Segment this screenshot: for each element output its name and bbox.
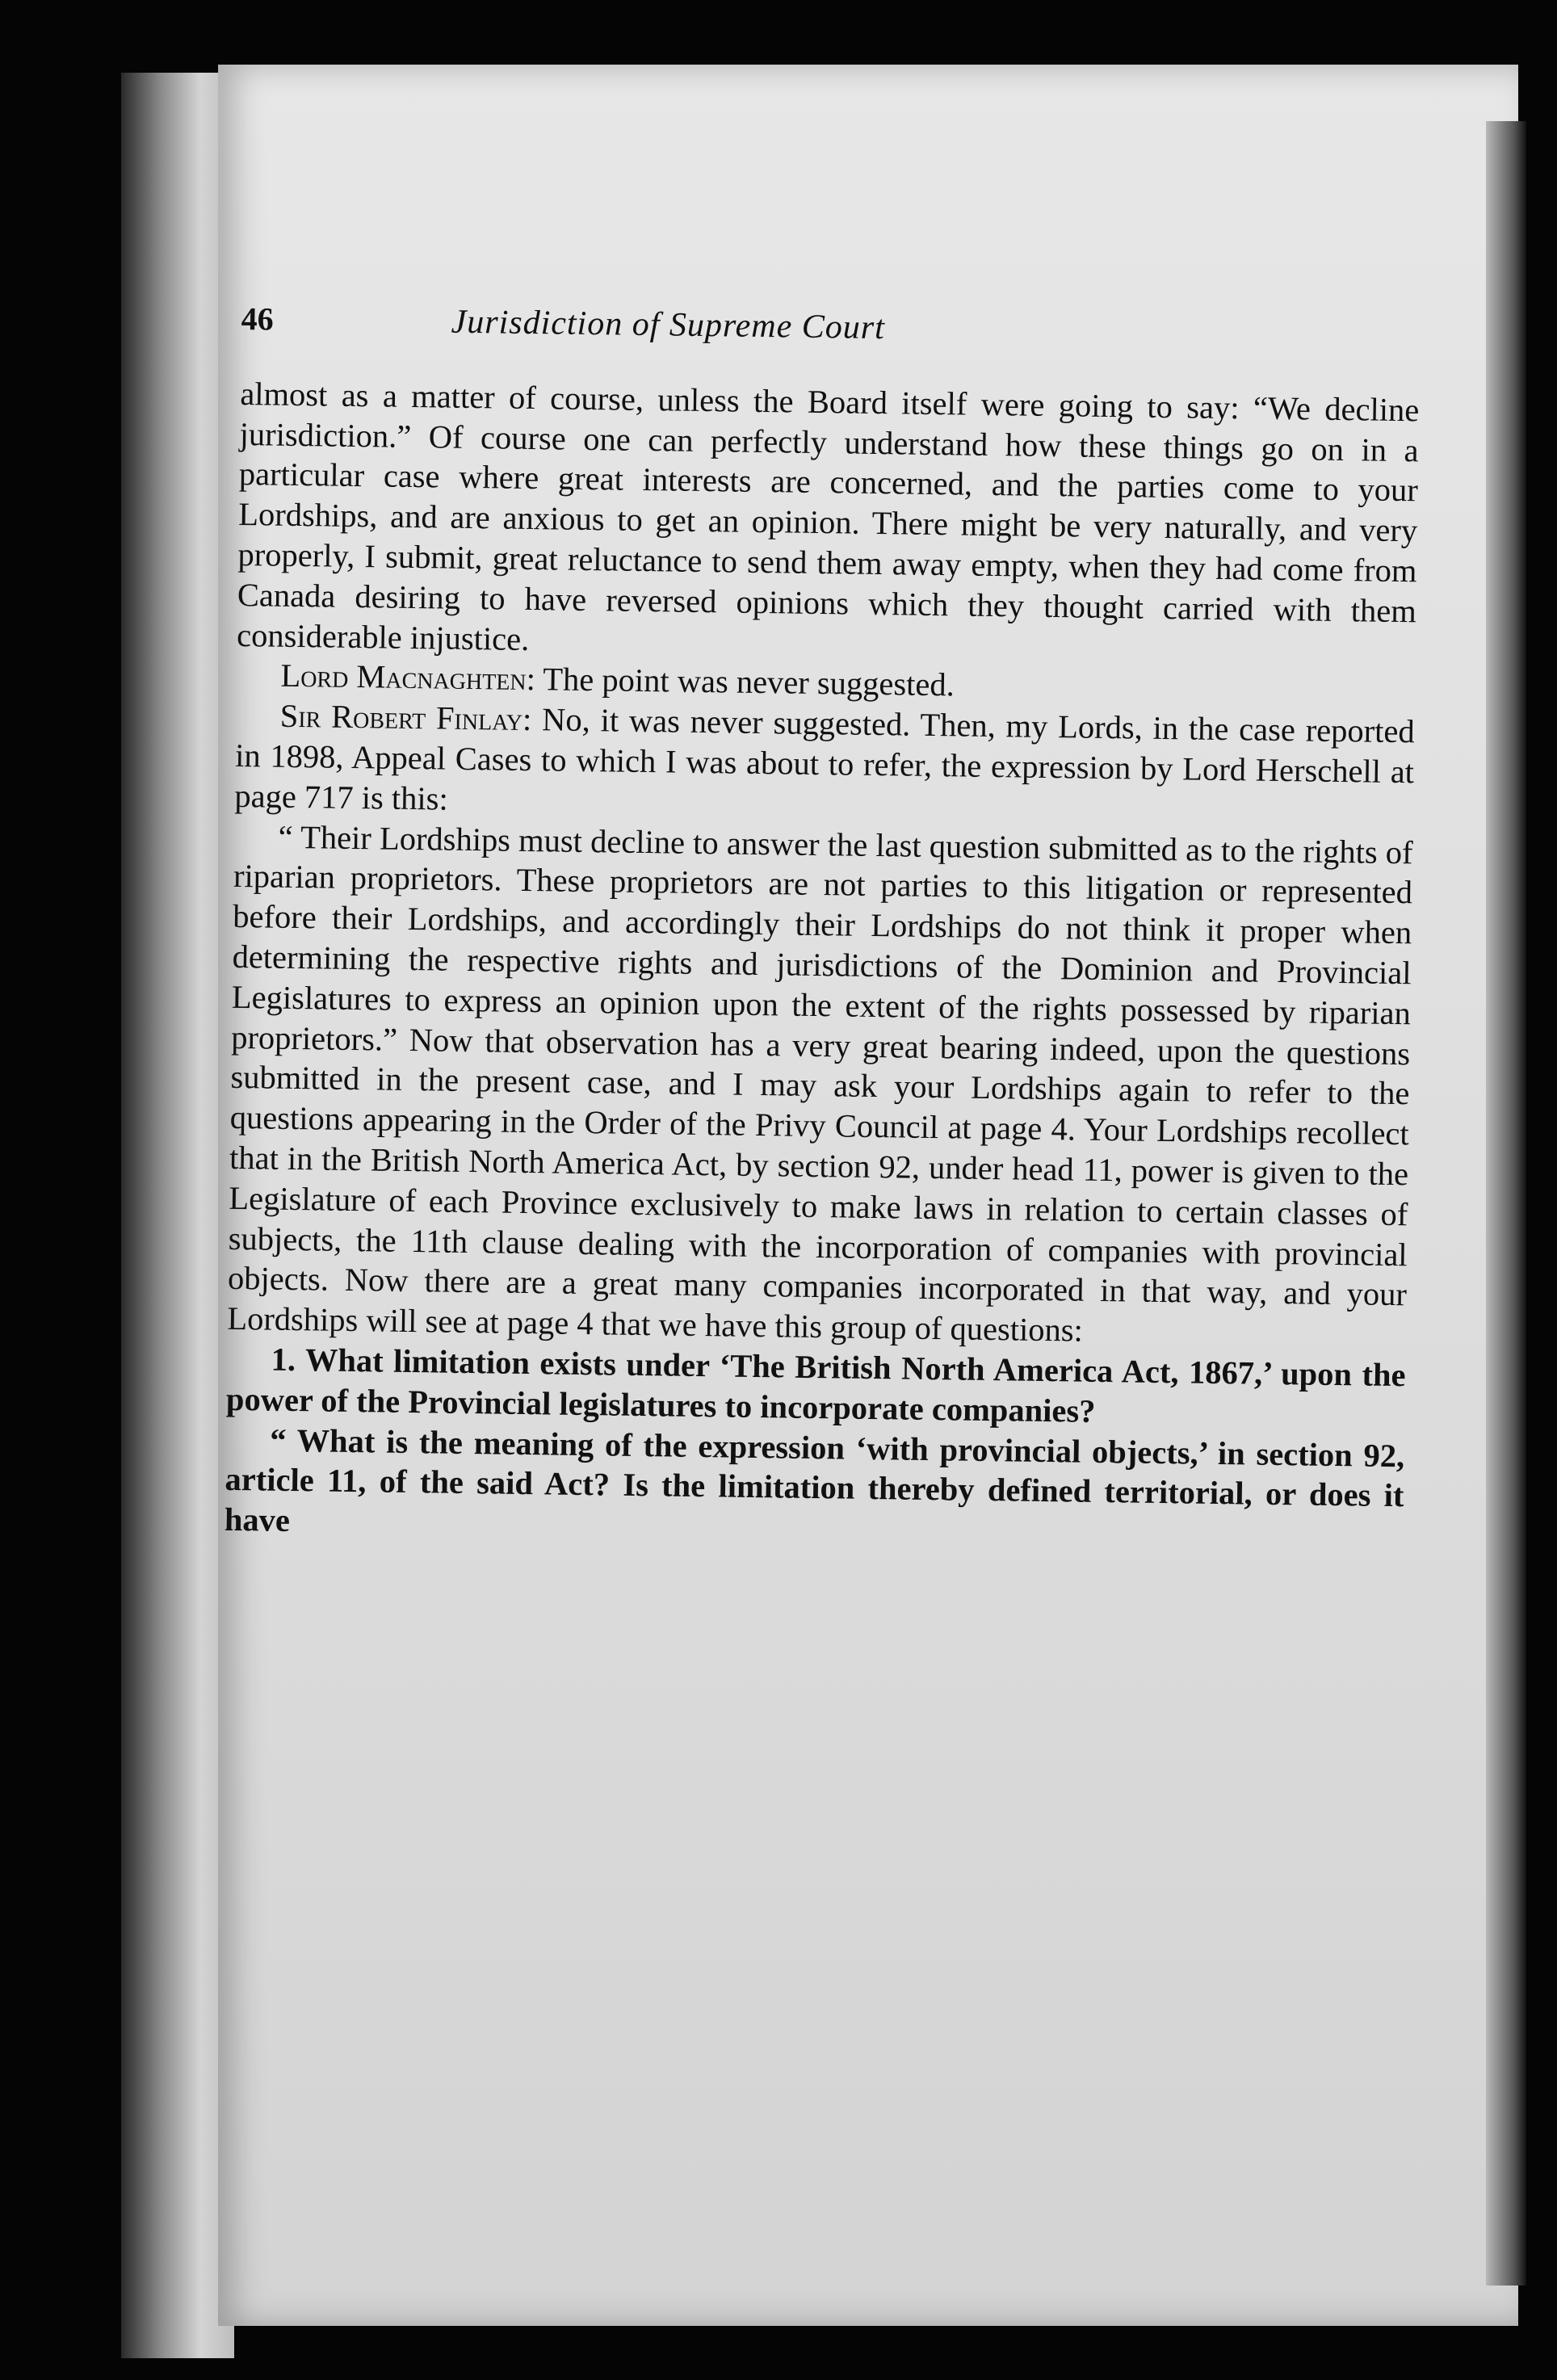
speech-text: The point was never suggested. [535,661,955,703]
book-binding [121,73,234,2358]
speaker-name: Lord Macnaghten: [280,657,536,698]
question-paragraph-2: “ What is the meaning of the expression ‘with provincial objects,’ in section 92, article 11, of the said Act? Is the limitation thereby defined territorial, or does it have [224,1421,1405,1539]
paragraph-sir-robert-finlay [234,695,1415,833]
page-text-block [225,242,1421,1556]
speaker-name: Sir Robert Finlay: [279,697,532,738]
running-head: Jurisdiction of Supreme Court [451,303,886,347]
page-edge-shadow [1486,121,1526,2286]
question-paragraph-1: 1. What limitation exists under ‘The British North America Act, 1867,’ upon the power of the Provincial legislatures to incorporate companies? [225,1341,1406,1429]
paragraph-1: almost as a matter of course, unless the Board itself were going to say: “We decline jurisdiction.” Of course one can perfectly understand how these things go on in a particular case where great interests are concerned, and the parties come to your Lordships, and are anxious to get an opinion. There might be very naturally, and very properly, I submit, great reluctance to send them away empty, when they had come from Canada desiring to have reversed opinions which they thought carried with them considerable injustice. [236,375,1420,657]
quoted-paragraph: “ Their Lordships must decline to answer the last question submitted as to the rights of riparian proprietors. These proprietors are not parties to this litigation or represented before their Lordships, and accordingly their Lordships do not think it proper when determining the respective rights and jurisdictions of the Dominion and Provincial Legislatures to express an opinion upon the extent of the rights possessed by riparian proprietors.” Now that observation has a very great bearing indeed, upon the questions submitted in the present case, and I may ask your Lordships again to refer to the questions appearing in the Order of the Privy Council at page 4. Your Lordships recollect that in the British North America Act, by section 92, under head 11, power is given to the Legislature of each Province exclusively to make laws in relation to certain classes of subjects, the 11th clause dealing with the incorporation of companies with provincial objects. Now there are a great many companies incorporated in that way, and your Lordships will see at page 4 that we have this group of questions: [227,818,1413,1349]
page-header [241,299,1421,356]
page-number: 46 [241,300,274,338]
speech-text: No, it was never suggested. Then, my Lords, in the case reported in 1898, Appeal Cases to which I was about to refer, the expression by Lord Herschell at page 717 is this: [234,701,1415,817]
